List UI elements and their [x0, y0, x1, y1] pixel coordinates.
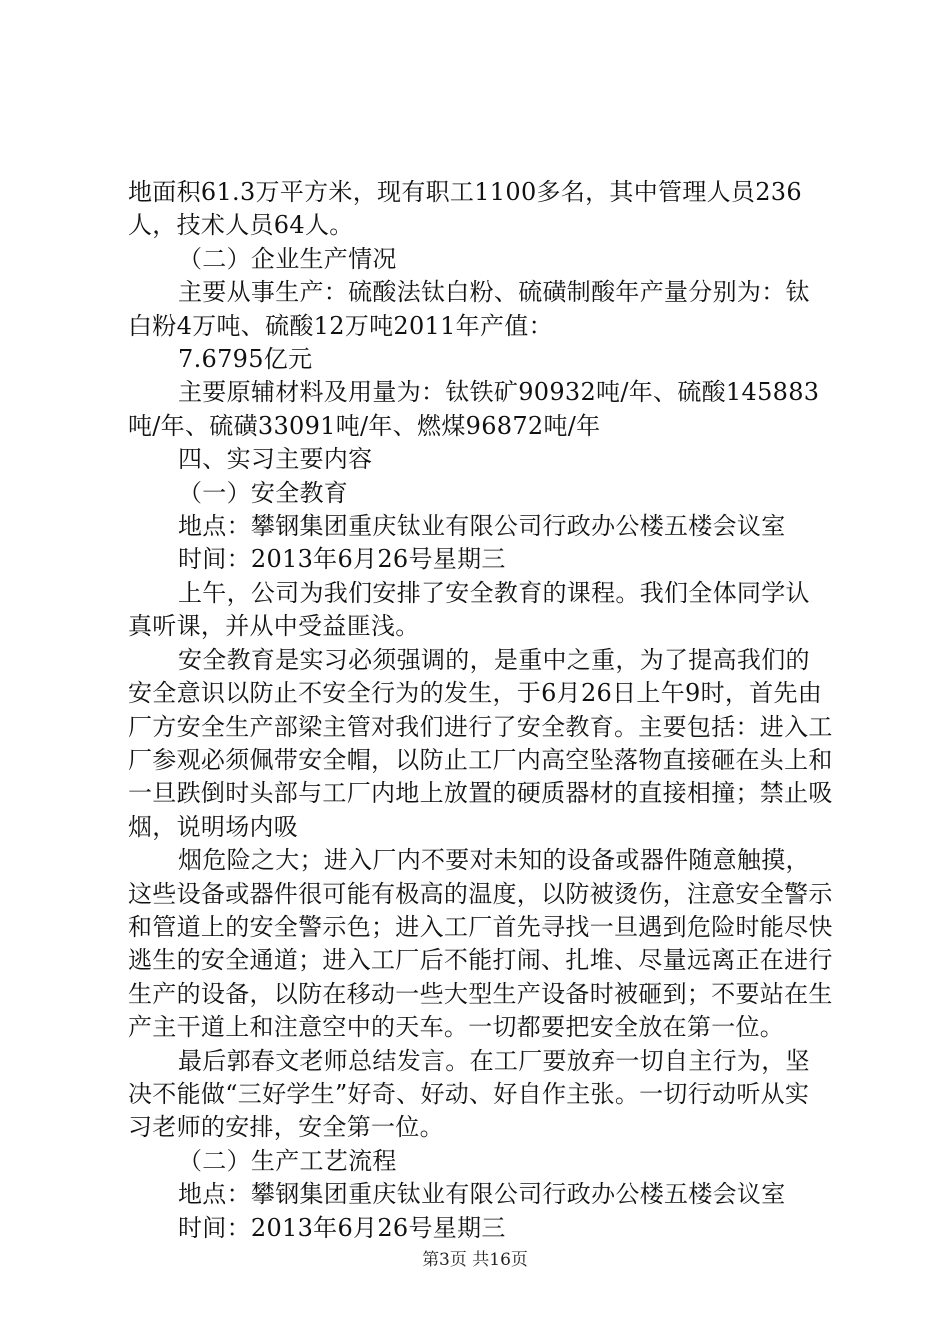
section-heading: （一）安全教育	[178, 478, 349, 507]
paragraph: 7.6795亿元	[178, 345, 313, 374]
paragraph: 烟危险之大；进入厂内不要对未知的设备或器件随意触摸，这些设备或器件很可能有极高的温度，以防被烫伤，注意安全警示和管道上的安全警示色；进入工厂首先寻找一旦遇到危险时能尽快逃生的安全通道；进入工厂后不能打闹、扎堆、尽量远离正在进行生产的设备，以防在移动一些大型生产设备时被砸到；不要站在生产主干道上和注意空中的天车。一切都要把安全放在第一位。	[128, 846, 833, 1042]
paragraph: 主要从事生产：硫酸法钛白粉、硫磺制酸年产量分别为：钛白粉4万吨、硫酸12万吨2011年产值：	[128, 278, 810, 340]
section-heading: （二）企业生产情况	[178, 244, 397, 273]
section-heading: （二）生产工艺流程	[178, 1146, 397, 1175]
paragraph: 主要原辅材料及用量为：钛铁矿90932吨/年、硫酸145883吨/年、硫磺33091吨/年、燃煤96872吨/年	[128, 378, 820, 440]
location-line: 地点：攀钢集团重庆钛业有限公司行政办公楼五楼会议室	[178, 512, 786, 541]
document-body	[128, 176, 833, 1245]
time-line: 时间：2013年6月26号星期三	[178, 1213, 506, 1242]
section-heading: 四、实习主要内容	[178, 445, 373, 474]
location-line: 地点：攀钢集团重庆钛业有限公司行政办公楼五楼会议室	[178, 1180, 786, 1209]
paragraph: 安全教育是实习必须强调的，是重中之重，为了提高我们的安全意识以防止不安全行为的发生，于6月26日上午9时，首先由厂方安全生产部梁主管对我们进行了安全教育。主要包括：进入工厂参观必须佩带安全帽，以防止工厂内高空坠落物直接砸在头上和一旦跌倒时头部与工厂内地上放置的硬质器材的直接相撞；禁止吸烟，说明场内吸	[128, 645, 833, 841]
paragraph: 上午，公司为我们安排了安全教育的课程。我们全体同学认真听课，并从中受益匪浅。	[128, 578, 810, 641]
page-number-footer: 第3页 共16页	[422, 1250, 528, 1270]
paragraph: 地面积61.3万平方米，现有职工1100多名，其中管理人员236人，技术人员64人。	[128, 178, 802, 240]
paragraph: 最后郭春文老师总结发言。在工厂要放弃一切自主行为，坚决不能做“三好学生”好奇、好动、好自作主张。一切行动听从实习老师的安排，安全第一位。	[128, 1046, 810, 1142]
time-line: 时间：2013年6月26号星期三	[178, 545, 506, 574]
